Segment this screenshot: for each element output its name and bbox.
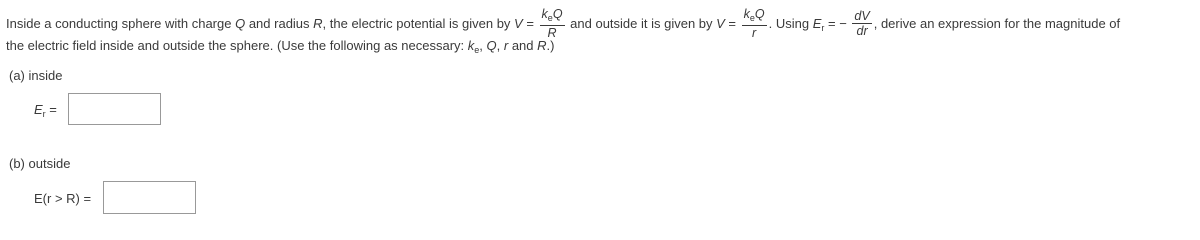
part-b-prompt: E(r > R) = bbox=[34, 191, 92, 206]
part-a-prompt bbox=[34, 102, 57, 119]
text-segment: , the electric potential is given by bbox=[322, 15, 515, 31]
var-k: k bbox=[467, 38, 475, 53]
var-R: R bbox=[537, 38, 547, 53]
problem-line-1 bbox=[6, 8, 1120, 41]
derivative-fraction bbox=[852, 9, 871, 38]
comma: , bbox=[496, 38, 504, 53]
fraction-denominator: R bbox=[547, 26, 557, 40]
part-b-answer-input[interactable] bbox=[103, 181, 196, 214]
close-paren: .) bbox=[546, 38, 555, 53]
var-k: k bbox=[541, 7, 548, 21]
equals-sign: = bbox=[522, 15, 538, 31]
fraction-denominator: r bbox=[752, 26, 757, 40]
sub-e: e bbox=[547, 13, 553, 23]
fraction-numerator bbox=[742, 7, 767, 26]
var-k: k bbox=[743, 7, 750, 21]
text-segment: . Using bbox=[768, 15, 813, 31]
part-b-label: (b) outside bbox=[9, 156, 71, 171]
text-segment: and outside it is given by bbox=[566, 15, 717, 31]
part-a-label: (a) inside bbox=[9, 68, 63, 83]
comma: , bbox=[479, 38, 487, 53]
text-segment: Inside a conducting sphere with charge bbox=[6, 15, 236, 31]
sub-r: r bbox=[42, 109, 46, 119]
sub-e: e bbox=[474, 45, 480, 55]
var-V: V bbox=[716, 15, 725, 31]
equals-sign: = bbox=[724, 15, 740, 31]
and-word: and bbox=[508, 38, 538, 53]
equals-sign: = bbox=[45, 102, 57, 117]
var-Q: Q bbox=[552, 7, 563, 21]
problem-line-2 bbox=[6, 38, 554, 55]
var-V: V bbox=[514, 15, 523, 31]
fraction-numerator: dV bbox=[854, 9, 870, 23]
var-Q: Q bbox=[486, 38, 497, 53]
text-segment: and radius bbox=[245, 15, 314, 31]
fraction-denominator: dr bbox=[856, 24, 868, 38]
var-r: r bbox=[503, 38, 509, 53]
inside-potential-fraction bbox=[540, 7, 565, 40]
var-R: R bbox=[313, 15, 323, 31]
var-E: E bbox=[812, 15, 822, 31]
var-Q: Q bbox=[754, 7, 765, 21]
var-E: E bbox=[34, 102, 43, 117]
outside-potential-fraction bbox=[742, 7, 767, 40]
sub-r: r bbox=[821, 22, 825, 33]
equals-minus: = − bbox=[824, 15, 851, 31]
part-a-answer-input[interactable] bbox=[68, 93, 161, 125]
text-segment: , derive an expression for the magnitude of bbox=[873, 15, 1121, 31]
sub-e: e bbox=[749, 13, 755, 23]
fraction-numerator bbox=[540, 7, 565, 26]
var-Q: Q bbox=[235, 15, 246, 31]
text-segment: the electric field inside and outside the sphere. (Use the following as necessary: bbox=[6, 38, 468, 53]
